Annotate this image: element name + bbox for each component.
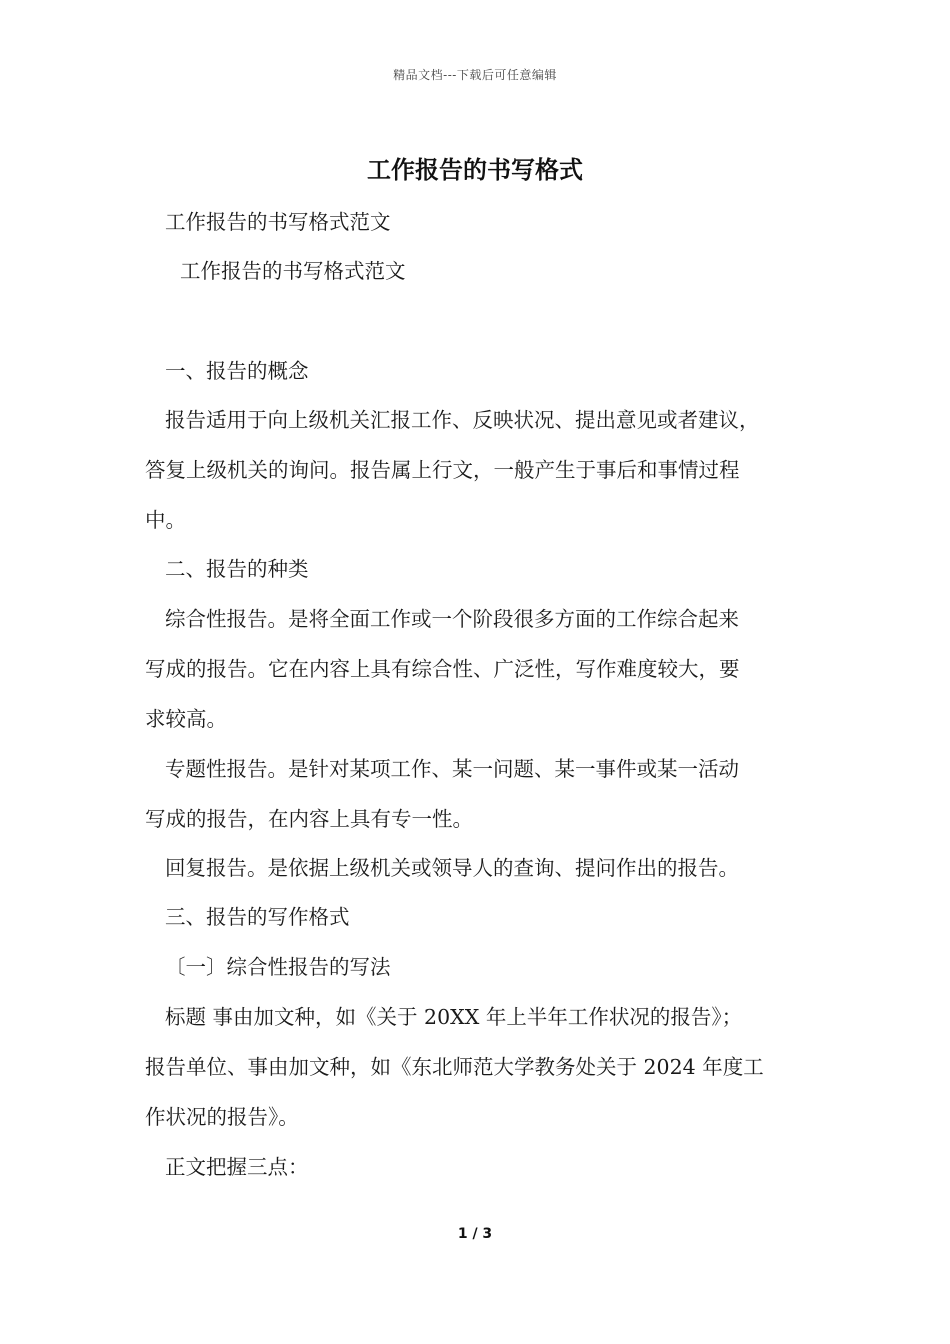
document-title: 工作报告的书写格式 — [367, 155, 583, 184]
body-line: 工作报告的书写格式范文 — [165, 210, 391, 234]
body-line: 工作报告的书写格式范文 — [180, 259, 406, 283]
body-line: 标题 事由加文种，如《关于 20XX 年上半年工作状况的报告》； — [165, 1005, 743, 1029]
page-header: 精品文档---下载后可任意编辑 — [393, 68, 557, 82]
body-line: 中。 — [145, 508, 186, 532]
section-heading: 二、报告的种类 — [165, 557, 309, 581]
body-line: 专题性报告。是针对某项工作、某一问题、某一事件或某一活动 — [165, 757, 739, 781]
body-line: 求较高。 — [145, 707, 227, 731]
body-line: 写成的报告。它在内容上具有综合性、广泛性，写作难度较大，要 — [145, 657, 740, 681]
body-line: 综合性报告。是将全面工作或一个阶段很多方面的工作综合起来 — [165, 607, 739, 631]
section-heading: 三、报告的写作格式 — [165, 905, 350, 929]
body-line: 答复上级机关的询问。报告属上行文，一般产生于事后和事情过程 — [145, 458, 740, 482]
subsection-heading: 〔一〕综合性报告的写法 — [165, 955, 391, 979]
page-number: 1 / 3 — [457, 1226, 493, 1242]
body-line: 作状况的报告》。 — [145, 1105, 299, 1129]
body-line: 报告单位、事由加文种，如《东北师范大学教务处关于 2024 年度工 — [145, 1055, 764, 1079]
section-heading: 一、报告的概念 — [165, 359, 309, 383]
body-line: 报告适用于向上级机关汇报工作、反映状况、提出意见或者建议， — [165, 408, 760, 432]
body-line: 写成的报告，在内容上具有专一性。 — [145, 807, 473, 831]
body-line: 回复报告。是依据上级机关或领导人的查询、提问作出的报告。 — [165, 856, 739, 880]
body-line: 正文把握三点： — [165, 1155, 309, 1179]
